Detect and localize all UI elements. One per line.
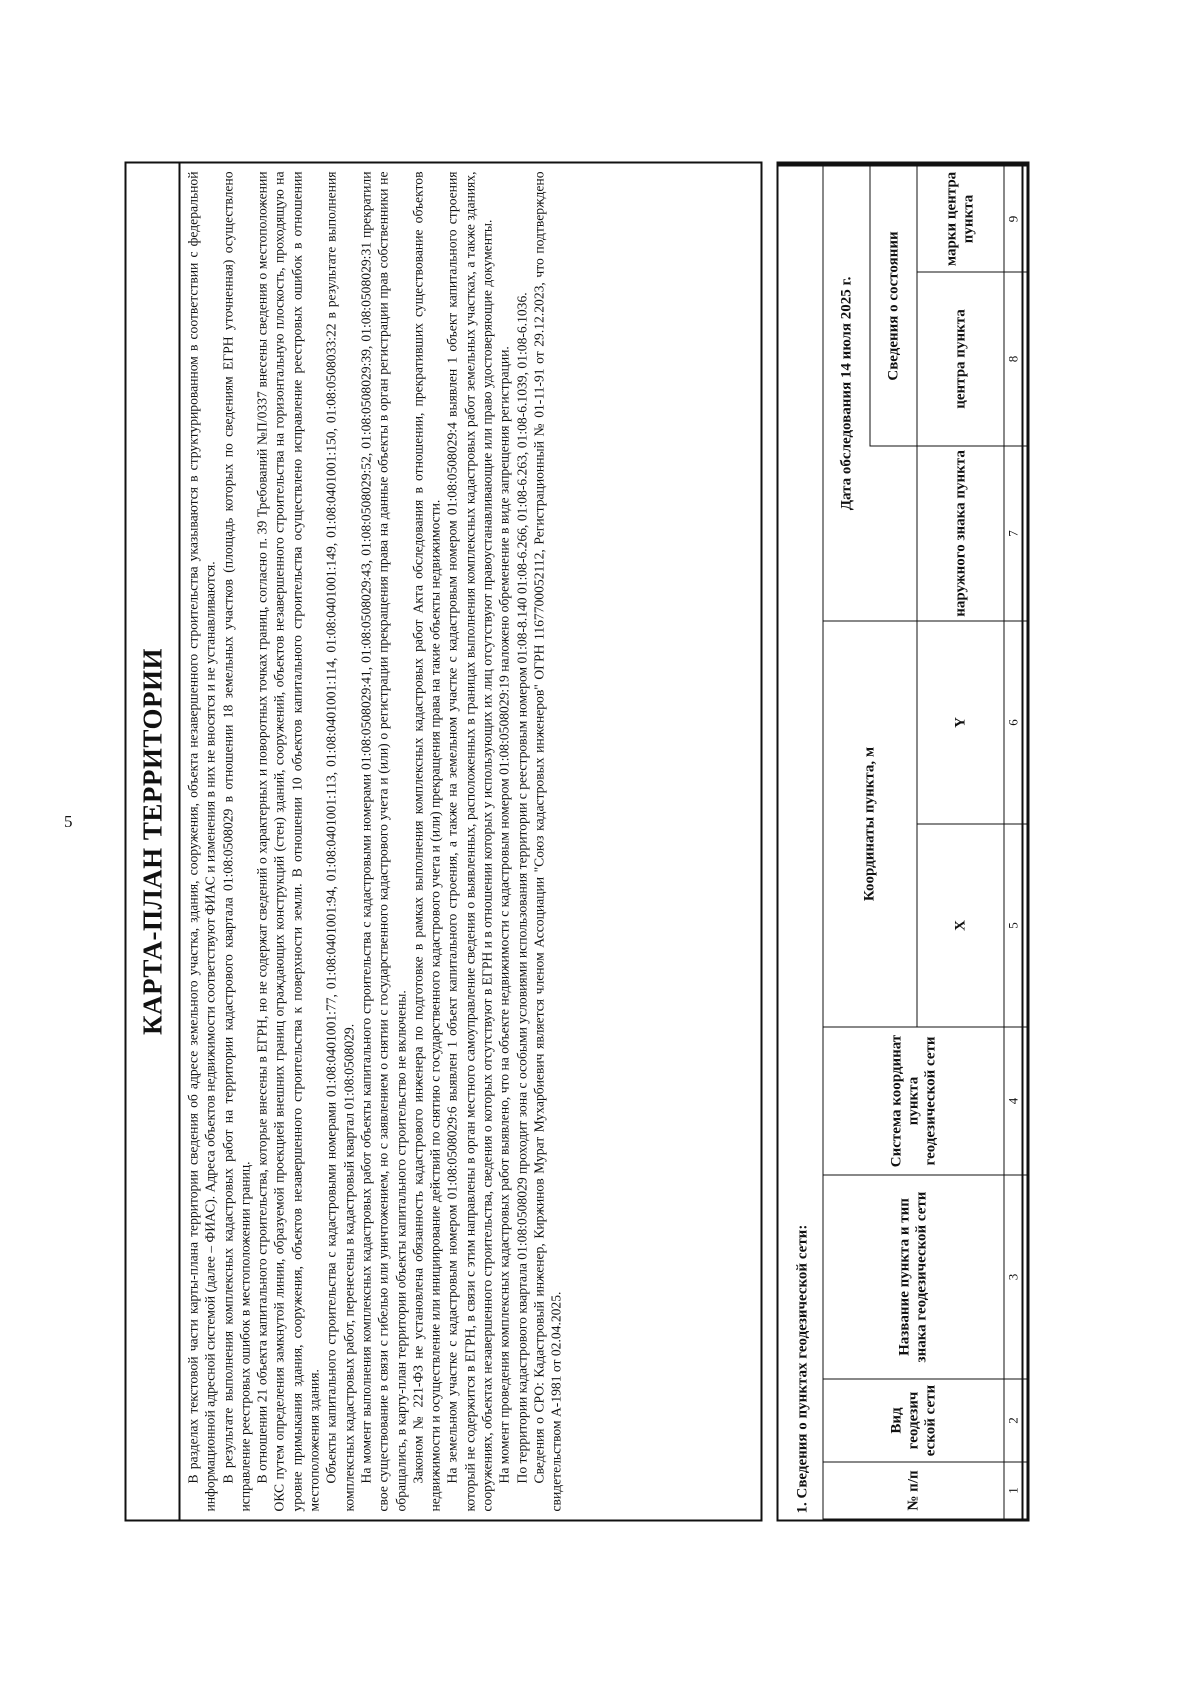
table-bottom-edge bbox=[1023, 166, 1028, 1519]
paragraph: Законом № 221-ФЗ не установлена обязанность кадастрового инженера по подготовке в рамках выполнения комплексных кадастровых работ Акта обследования в отношении, прекративших существование объектов недвижимости и осуществление или инициирование действий по снятию с государственного кадастрового учета и (или) прекращения права на такие объекты недвижимости. bbox=[410, 171, 443, 1512]
header-center: центра пункта bbox=[917, 272, 1004, 446]
column-number: 4 bbox=[1004, 1027, 1023, 1175]
paragraph: Сведения о СРО: Кадастровый инженер, Киржинов Мурат Мухарбиевич является членом Ассоциации "Союз кадастровых инженеров" ОГРН 1167700052112, Регистрационный № 01-11-91 от 29.12.2023, что подтверждено свидетельством А-1981 от 02.04.2025. bbox=[531, 171, 564, 1512]
paragraph: В отношении 21 объекта капитального строительства, которые внесены в ЕГРН, но не содержат сведений о характерных и поворотных точках границ, согласно п. 39 Требований №П/0337 внесены сведения о местоположении ОКС путем определения замкнутой линии, образуемой проекцией внешних границ ограждающих конструкций (стен) зданий, сооружений, объектов незавершенного строительства на горизонтальную плоскость, проходящую на уровне примыкания здания, сооружения, объектов незавершенного строительства к поверхности земли. В отношении 10 объектов капитального строительства осуществлено исправление реестровых ошибок в отношении местоположения здания. bbox=[254, 171, 322, 1512]
header-y: Y bbox=[917, 621, 1004, 824]
text-frame bbox=[125, 162, 763, 1522]
paragraph: В результате выполнения комплексных кадастровых работ на территории кадастрового квартала 01:08:0508029 в отношении 18 земельных участков (площадь которых по сведениям ЕГРН уточненная) осуществлено исправление реестровых ошибок в местоположении границ. bbox=[220, 171, 253, 1512]
column-number: 2 bbox=[1004, 1379, 1023, 1462]
header-type: Вид геодезич еской сети bbox=[823, 1379, 1004, 1462]
header-survey: Дата обследования 14 июля 2025 г. bbox=[823, 166, 870, 621]
paragraph: В разделах текстовой части карты-плана территории сведения об адресе земельного участка, здания, сооружения, объекта незавершенного строительства указываются в структурированном в соответствии с федеральной информационной адресной системой (далее – ФИАС). Адреса объектов недвижимости соответствуют ФИАС и изменения в них не вносятся и не устанавливаются. bbox=[185, 171, 218, 1512]
geodetic-table bbox=[823, 165, 1028, 1519]
document-title: КАРТА-ПЛАН ТЕРРИТОРИИ bbox=[127, 164, 181, 1520]
paragraph: На земельном участке с кадастровым номером 01:08:0508029:6 выявлен 1 объект капитального строения, а также на земельном участке с кадастровым номером 01:08:0508029:4 выявлен 1 объект капитального строения который не содержится в ЕГРН, в связи с этим направлены в орган местного самоуправление сведения о выявленных, расположенных в границах выполнения комплексных кадастровых работ земельных участках, а также зданиях, сооружениях, объектах незавершенного строительства, сведения о которых отсутствуют в ЕГРН и в отношении которых у использующих их лиц отсутствуют правоустанавливающие или право удостоверяющие документы. bbox=[444, 171, 495, 1512]
column-number: 5 bbox=[1004, 824, 1023, 1027]
paragraph: На момент проведения комплексных кадастровых работ выявлено, что на объекте недвижимости с кадастровым номером 01:08:0508029:19 наложено обременение в виде запрещения регистрации. bbox=[496, 346, 512, 1484]
page-number: 5 bbox=[64, 812, 73, 831]
column-number: 1 bbox=[1004, 1462, 1023, 1519]
column-number: 6 bbox=[1004, 621, 1023, 824]
header-system: Система координат пункта геодезической сети bbox=[823, 1027, 1004, 1175]
paragraph: Объекты капитального строительства с кадастровыми номерами 01:08:0401001:77, 01:08:0401001:94, 01:08:0401001:113, 01:08:0401001:114, 01:08:0401001:149, 01:08:0401001:150, 01:08:0508033:22 в результате выполнения комплексных кадастровых работ, перенесены в кадастровый квартал 01:08:0508029. bbox=[323, 171, 357, 1512]
column-number: 8 bbox=[1004, 272, 1023, 446]
header-state: Сведения о состоянии bbox=[870, 166, 917, 446]
section-title: 1. Сведения о пунктах геодезической сети: bbox=[794, 1224, 811, 1514]
column-number: 3 bbox=[1004, 1175, 1023, 1379]
column-number: 7 bbox=[1004, 446, 1023, 621]
header-num: № п/п bbox=[823, 1462, 1004, 1519]
column-number: 9 bbox=[1004, 166, 1023, 272]
rotated-sheet bbox=[125, 162, 1030, 1522]
column-number-row bbox=[1004, 166, 1023, 1519]
header-name: Название пункта и тип знака геодезической сети bbox=[823, 1175, 1004, 1379]
header-outer-sign: наружного знака пункта bbox=[917, 446, 1004, 621]
paragraph: По территории кадастрового квартала 01:08:0508029 проходит зона с особыми условиями использования территории с реестровым номером 01:08-8.140 01:08-6.266, 01:08-6.263, 01:08-6.1039, 01:08-6.1036. bbox=[514, 292, 530, 1484]
header-coords: Координаты пункта, м bbox=[823, 621, 917, 1027]
geodetic-section bbox=[777, 162, 1030, 1522]
body-text bbox=[181, 164, 566, 1520]
paragraph: На момент выполнения комплексных кадастровых работ объекты капитального строительства с кадастровыми номерами 01:08:0508029:41, 01:08:0508029:43, 01:08:0508029:52, 01:08:0508029:39, 01:08:0508029:31 прекратили свое существование в связи с гибелью или уничтожением, но с заявлением о снятии с государственного кадастрового учета и (или) о регистрации прекращения права на данные объекты в орган регистрации прав собственники не обращались, в карту-план территории объекты капитального строительство не включены. bbox=[358, 171, 409, 1512]
header-marks: марки центра пункта bbox=[917, 166, 1004, 272]
header-row bbox=[823, 166, 870, 1519]
header-x: X bbox=[917, 824, 1004, 1027]
